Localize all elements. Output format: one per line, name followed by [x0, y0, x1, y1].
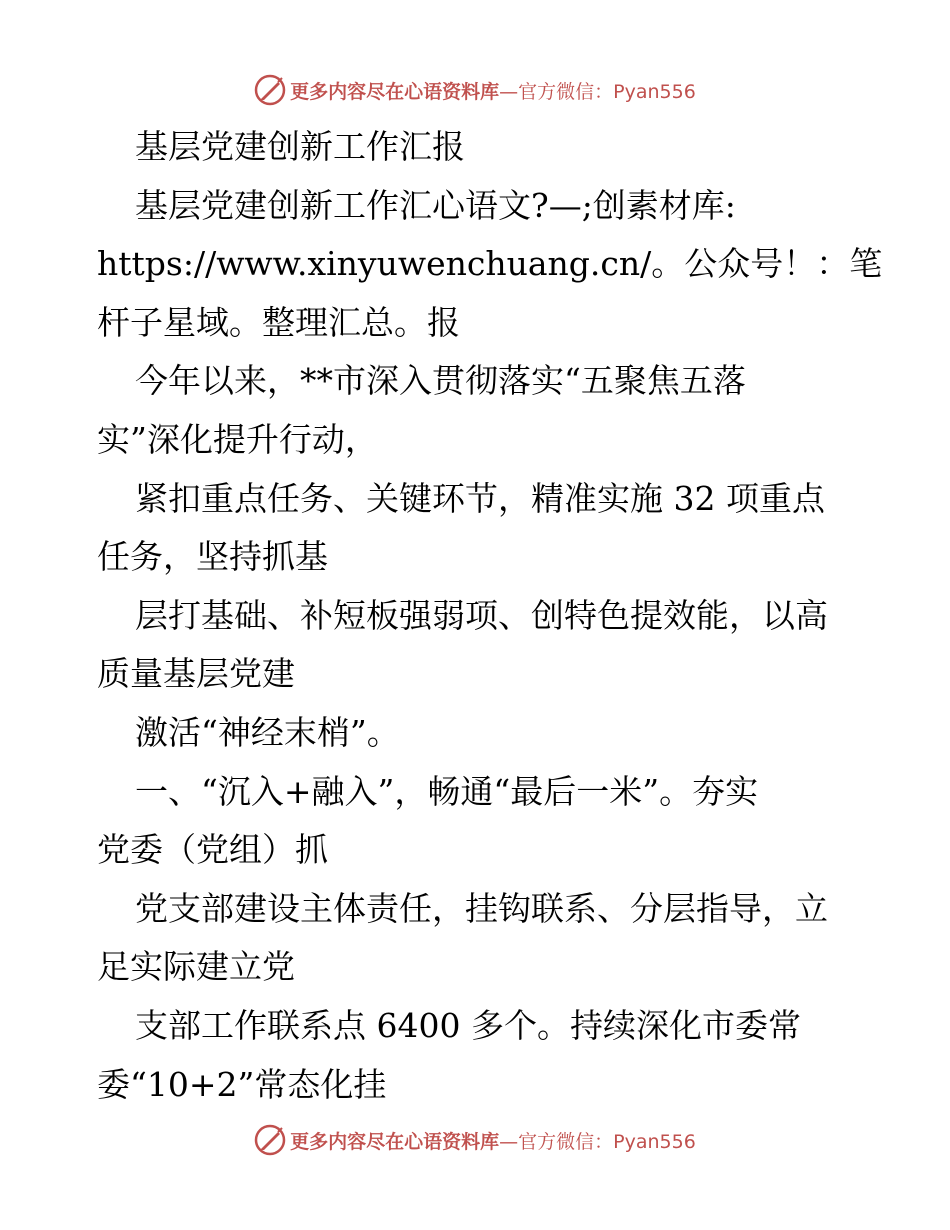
- paragraph-line: 层打基础、补短板强弱项、创特色提效能，以高: [135, 595, 828, 635]
- paragraph-line: https://www.xinyuwenchuang.cn/。公众号！：笔: [97, 244, 883, 284]
- watermark-contact: 官方微信：Pyan556: [518, 80, 696, 103]
- document-body: [97, 118, 883, 1114]
- watermark-text: [290, 77, 696, 104]
- paragraph-line: 任务，坚持抓基: [97, 537, 328, 577]
- paragraph-line: 紧扣重点任务、关键环节，精准实施 32 项重点: [135, 478, 825, 518]
- paragraph-line: 委“10+2”常态化挂: [97, 1064, 387, 1104]
- section-heading-line: 一、“沉入+融入”，畅通“最后一米”。夯实: [135, 771, 759, 811]
- watermark-contact: 官方微信：Pyan556: [518, 1130, 696, 1153]
- paragraph-line: 质量基层党建: [97, 654, 295, 694]
- paragraph-line: 杆子星域。整理汇总。报: [97, 302, 460, 342]
- paragraph-line: 党支部建设主体责任，挂钩联系、分层指导，立: [135, 888, 828, 928]
- footer-watermark: [0, 1120, 950, 1160]
- paragraph-line: 足实际建立党: [97, 947, 295, 987]
- document-title: 基层党建创新工作汇报: [135, 127, 465, 166]
- watermark-brand: 更多内容尽在心语资料库: [290, 1130, 500, 1153]
- watermark-separator: —: [499, 80, 519, 103]
- watermark-separator: —: [499, 1130, 519, 1153]
- quill-pen-logo-icon: [254, 74, 286, 106]
- paragraph-line: 支部工作联系点 6400 多个。持续深化市委常: [135, 1005, 801, 1045]
- quill-pen-logo-icon: [254, 1124, 286, 1156]
- paragraph-line: 基层党建创新工作汇心语文?—;创素材库:: [135, 185, 736, 225]
- paragraph-line: 激活“神经末梢”。: [135, 712, 400, 752]
- watermark-text: [290, 1127, 696, 1154]
- paragraph-line: 实”深化提升行动，: [97, 419, 378, 459]
- paragraph-line: 党委（党组）抓: [97, 830, 328, 870]
- header-watermark: [0, 70, 950, 110]
- paragraph-line: 今年以来，**市深入贯彻落实“五聚焦五落: [135, 361, 746, 401]
- watermark-brand: 更多内容尽在心语资料库: [290, 80, 500, 103]
